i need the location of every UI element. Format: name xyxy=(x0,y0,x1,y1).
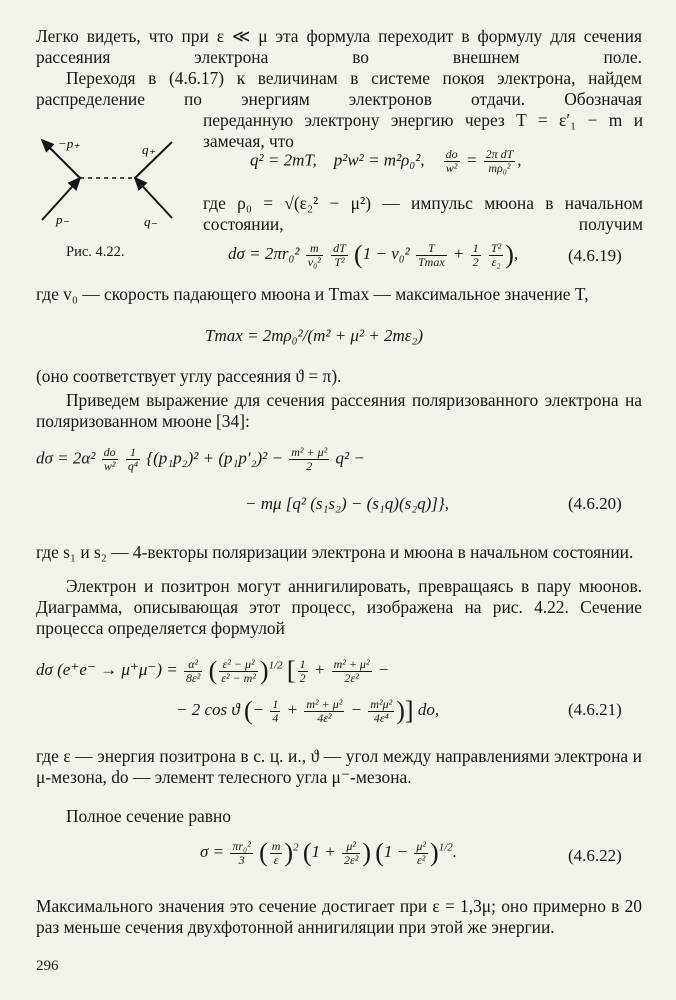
eq20-f3-den: 2 xyxy=(306,459,313,473)
eq-kin-b: p²w² = m²ρ₀², xyxy=(333,150,425,170)
eq19-f2-den: T² xyxy=(334,254,345,269)
paragraph-polarized: Приведем выражение для сечения рассеяния поляризованного электрона на поляризованном мюоне [34]: xyxy=(36,390,642,431)
equation-4-6-20-line2: − mμ [q² (s₁s₂) − (s₁q)(s₂q)]}, xyxy=(245,494,449,513)
paragraph-angle: (оно соответствует углу рассеяния ϑ = π). xyxy=(36,366,342,386)
eq21-l2-f1-den: 4 xyxy=(272,710,279,725)
paragraph-tmax: где v₀ — скорость падающего мюона и Tmax — максимальное значение T, xyxy=(36,284,589,304)
eq22-f4-den: ε² xyxy=(417,852,426,867)
eq19-f5-num: T² xyxy=(490,240,502,255)
eq20-f2-num: 1 xyxy=(126,446,140,460)
eq21-l2-tail: do, xyxy=(417,699,440,719)
eq21-pow: 1/2 xyxy=(268,659,283,672)
eq21-f3-num: 1 xyxy=(299,656,306,671)
eq22-lhs: σ = xyxy=(200,841,225,861)
eq22-sq: 2 xyxy=(293,841,299,854)
equation-number-4-6-21: (4.6.21) xyxy=(568,700,622,719)
eq21-l2-f3-num: m²μ² xyxy=(370,696,393,711)
muon-minus-line xyxy=(135,178,172,218)
eq22-f3-num: μ² xyxy=(342,840,360,854)
eq21-l2-minus: − xyxy=(350,699,363,719)
label-p-minus: p₋ xyxy=(56,212,70,227)
equation-number-4-6-22: (4.6.22) xyxy=(568,846,622,865)
paragraph-definitions: где ε — энергия позитрона в с. ц. и., ϑ — угол между направлениями электрона и μ-мезона, do — элемент телесного угла μ⁻-мезона. xyxy=(36,746,642,787)
eq21-l2-neg: − xyxy=(252,699,265,719)
eq21-tail: − xyxy=(377,659,390,679)
equation-4-6-20-line1 xyxy=(36,446,365,473)
eq21-f1-num: α² xyxy=(184,658,202,672)
eq-kin-tail: , xyxy=(517,150,522,170)
eq21-f2-den: ε² − m² xyxy=(221,670,256,685)
eq21-l2-plus: + xyxy=(286,699,299,719)
eq19-lhs: dσ = 2πr₀² xyxy=(228,243,300,263)
paragraph-recoil-distribution: Переходя в (4.6.17) к величинам в системе покоя электрона, найдем распределение по энергиям электронов отдачи. Обозначая xyxy=(36,68,642,109)
eq21-f1-den: 8ε² xyxy=(185,670,201,685)
eq21-f3-den: 2 xyxy=(299,670,306,685)
eq21-l2-f3-den: 4ε⁴ xyxy=(373,710,389,725)
eq20-f1-den: w² xyxy=(103,459,116,473)
eq21-f4-den: 2ε² xyxy=(344,670,359,685)
equation-4-6-19: dσ = 2πr₀² $\frac{m}{\text{v₀²}}$ $\frac{dT}{\text{T²}}$ (1 − v₀² $\frac{T}{Tmax}$ + $\frac{1}{2}$ $\frac{\text{T²}}{\text{ε₂}}$ ), xyxy=(228,240,519,269)
eq22-f3-den: 2ε² xyxy=(343,852,359,867)
eq19-f2-num: dT xyxy=(333,240,346,255)
eq19-f3-num: T xyxy=(416,242,447,256)
paragraph-momentum: где ρ₀ = √(ε₂² − μ²) — импульс мюона в начальном состоянии, получим xyxy=(203,193,643,234)
eq20-lhs: dσ = 2α² xyxy=(36,448,96,468)
equation-4-6-22: σ = $\frac{\text{πr₀²}}{3}$ ( $\frac{m}{\varepsilon}$ )$^2$ (1 + $\frac{\text{μ²}}{\text{2ε²}}$ ) (1 − $\frac{\text{μ²}}{\text{ε²}}$ )$^{1/2}$. xyxy=(200,838,457,867)
eq22-f2-den: ε xyxy=(273,852,279,867)
equation-4-6-21-line2: − 2 cos ϑ (− $\frac{1}{4}$ + $\frac{\text{m² + μ²}}{\text{4ε²}}$ − $\frac{\text{m²μ²}}{\text{4ε⁴}}$ )] do, xyxy=(176,696,440,725)
eq19-f3-den: Tmax xyxy=(418,254,445,269)
eq19-f1-num: m xyxy=(306,242,323,256)
equation-number-4-6-20: (4.6.20) xyxy=(568,494,622,513)
eq21-plus: + xyxy=(313,659,326,679)
figure-caption: Рис. 4.22. xyxy=(66,244,125,260)
eq22-f2-num: m xyxy=(271,838,281,853)
eq-kin-c2-den: mρ₀² xyxy=(488,161,511,175)
eq21-f4-num: m² + μ² xyxy=(333,656,370,671)
eq20-f1-num: do xyxy=(103,445,116,459)
eq19-body-a: 1 − v₀² xyxy=(362,243,410,263)
eq21-l2-pre: − 2 cos ϑ xyxy=(176,699,240,719)
label-q-plus: q₊ xyxy=(142,142,156,157)
eq22-f4-pre: 1 − xyxy=(383,841,409,861)
eq19-f1-den: v₀² xyxy=(307,254,321,269)
feynman-diagram-fig-4-22 xyxy=(30,128,200,248)
eq22-dot: . xyxy=(452,841,457,861)
label-p-plus: −p₊ xyxy=(58,136,81,151)
eq-kin-c-eq: = xyxy=(465,150,478,170)
paragraph-annihilation: Электрон и позитрон могут аннигилировать, превращаясь в пару мюонов. Диаграмма, описывающая этот процесс, изображена на рис. 4.22. Сечение процесса определяется формулой xyxy=(36,576,642,638)
paragraph-polarization-vectors: где s₁ и s₂ — 4-векторы поляризации электрона и мюона в начальном состоянии. xyxy=(36,542,634,562)
eq20-f2-den: q⁴ xyxy=(127,459,139,473)
eq22-f1-num: πr₀² xyxy=(232,838,251,853)
paragraph-transferred-energy: переданную электрону энергию через T = ε′₁ − m и замечая, что xyxy=(203,110,643,151)
eq19-f4-num: 1 xyxy=(472,240,479,255)
eq-kin-c2-num: 2π dT xyxy=(485,147,514,161)
eq19-f4-den: 2 xyxy=(472,254,479,269)
label-q-minus: q₋ xyxy=(144,214,158,229)
eq21-l2-f2-den: 4ε² xyxy=(317,710,332,725)
page-number: 296 xyxy=(36,958,59,974)
eq-kin-c-den: w² xyxy=(445,161,458,175)
eq21-f2-num: ε² − μ² xyxy=(219,658,258,672)
equation-number-4-6-19: (4.6.19) xyxy=(568,246,622,265)
equation-4-6-21-line1: dσ (e⁺e⁻ → μ⁺μ⁻) = $\frac{\text{α²}}{\text{8ε²}}$ ( $\frac{\text{ε² − μ²}}{\text{ε² − m²}}$ )$^{1/2}$ [ $\frac{1}{2}$ + $\frac{\text{m² + μ²}}{\text{2ε²}}$ − xyxy=(36,656,390,685)
eq22-f3-pre: 1 + xyxy=(311,841,336,861)
eq22-f1-den: 3 xyxy=(238,852,245,867)
eq-kin-c-num: do xyxy=(445,147,458,161)
eq19-f5-den: ε₂ xyxy=(491,254,501,269)
eq20-tail: q² − xyxy=(335,448,365,468)
eq-kin-a: q² = 2mT, xyxy=(250,150,317,170)
equation-tmax: Tmax = 2mρ₀²/(m² + μ² + 2mε₂) xyxy=(205,326,424,345)
eq22-pow: 1/2 xyxy=(438,841,453,854)
eq20-body: {(p₁p₂)² + (p₁p′₂)² − xyxy=(146,448,284,468)
eq19-body-b: + xyxy=(452,243,465,263)
eq21-lhs: dσ (e⁺e⁻ → μ⁺μ⁻) = xyxy=(36,659,178,679)
paragraph-total-cross-section: Полное сечение равно xyxy=(66,806,231,826)
eq21-l2-f1-num: 1 xyxy=(272,696,279,711)
equation-kinematics xyxy=(250,148,522,175)
paragraph-maximum: Максимального значения это сечение достигает при ε = 1,3μ; оно примерно в 20 раз меньше сечения двухфотонной аннигиляции при этой же энергии. xyxy=(36,896,642,937)
eq21-l2-f2-num: m² + μ² xyxy=(306,696,343,711)
eq20-f3-num: m² + μ² xyxy=(291,445,328,459)
eq22-f4-num: μ² xyxy=(416,838,427,853)
paragraph-intro: Легко видеть, что при ε ≪ μ эта формула переходит в формулу для сечения рассеяния электрона во внешнем поле. xyxy=(36,26,642,67)
